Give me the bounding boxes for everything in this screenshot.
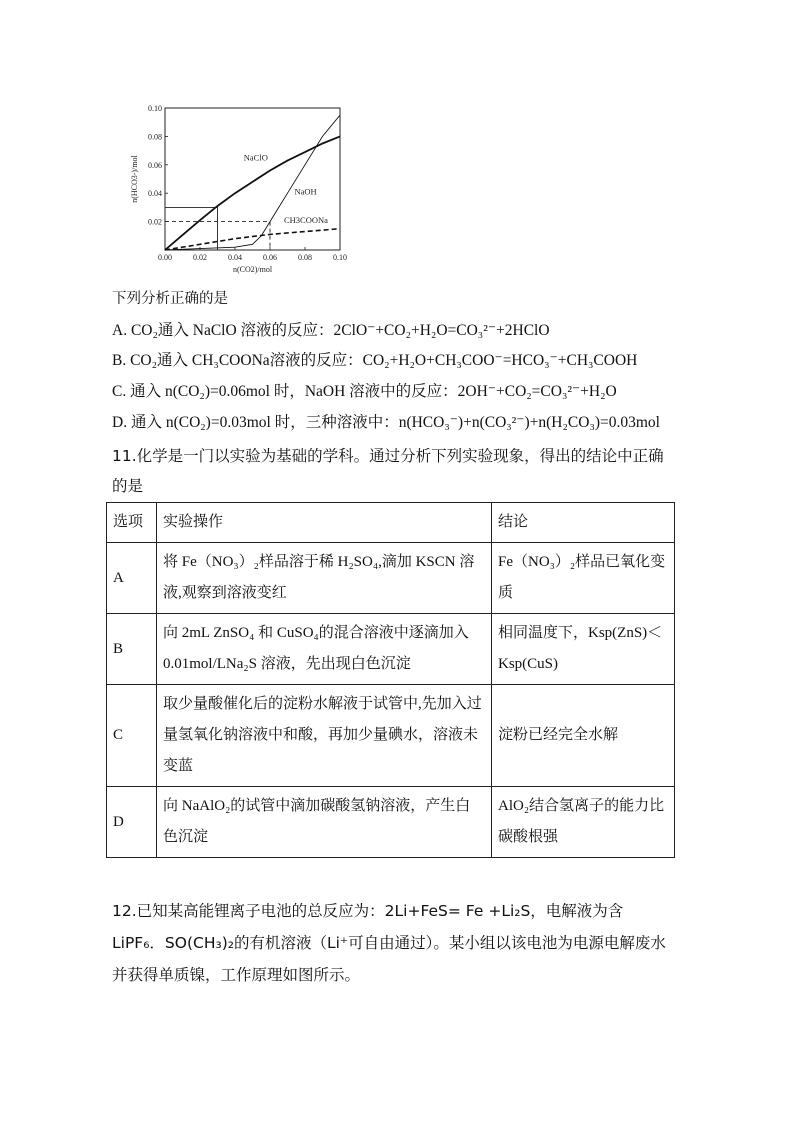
q10-option-d: [112, 413, 660, 433]
option-label: B.: [112, 352, 127, 369]
x-axis-label: n(CO2)/mol: [232, 265, 273, 274]
row-conclusion: 相同温度下，Ksp(ZnS)＜Ksp(CuS): [492, 614, 675, 685]
y-tick-label: 0.08: [148, 132, 162, 142]
x-tick-label: 0.08: [298, 253, 312, 262]
row-operation: 取少量酸催化后的淀粉水解液于试管中,先加入过量氢氧化钠溶液中和酸，再加少量碘水，溶液未变蓝: [157, 685, 492, 787]
co2-absorption-chart: [120, 100, 355, 280]
y-tick-label: 0.04: [148, 189, 162, 199]
option-label: C.: [112, 383, 127, 400]
series-line-ch3coona: [165, 229, 340, 250]
row-option: B: [107, 614, 157, 685]
q11-stem-line2: 的是: [112, 477, 144, 495]
q10-stem: 下列分析正确的是: [112, 291, 228, 307]
q12-line3: 并获得单质镍，工作原理如图所示。: [112, 966, 361, 984]
option-text: 通入 n(CO₂)=0.03mol 时，三种溶液中：n(HCO₃⁻)+n(CO₃²⁻)+n(H₂CO₃)=0.03mol: [130, 414, 660, 431]
series-label-ch3coona: CH3COONa: [284, 215, 328, 226]
option-text: CO₂通入 CH₃COONa溶液的反应：CO₂+H₂O+CH₃COO⁻=HCO₃⁻+CH₃COOH: [130, 352, 638, 369]
header-option: 选项: [107, 503, 157, 543]
header-operation: 实验操作: [157, 503, 492, 543]
x-tick-label: 0.10: [333, 253, 347, 262]
q10-option-c: [112, 382, 617, 402]
header-conclusion: 结论: [492, 503, 675, 543]
option-label: D.: [112, 414, 128, 431]
row-operation: 向 2mL ZnSO₄ 和 CuSO₄的混合溶液中逐滴加入 0.01mol/LNa₂S 溶液，先出现白色沉淀: [157, 614, 492, 685]
series-label-naoh: NaOH: [294, 186, 317, 197]
table-row: [107, 614, 675, 685]
row-operation: 将 Fe（NO₃）₂样品溶于稀 H₂SO₄,滴加 KSCN 溶液,观察到溶液变红: [157, 543, 492, 614]
row-conclusion: AlO₂结合氢离子的能力比碳酸根强: [492, 787, 675, 858]
q12-line1: 12.已知某高能锂离子电池的总反应为：2Li+FeS= Fe +Li₂S，电解液为含: [112, 902, 624, 920]
row-option: A: [107, 543, 157, 614]
x-tick-label: 0.02: [193, 253, 207, 262]
y-tick-label: 0.06: [148, 160, 162, 170]
y-tick-label: 0.02: [148, 217, 162, 227]
option-text: 通入 n(CO₂)=0.06mol 时，NaOH 溶液中的反应：2OH⁻+CO₂=CO₃²⁻+H₂O: [130, 383, 617, 400]
table-row: [107, 787, 675, 858]
q11-table: [106, 502, 675, 858]
option-label: A.: [112, 322, 128, 339]
row-conclusion: 淀粉已经完全水解: [492, 685, 675, 787]
q10-option-b: [112, 351, 637, 371]
table-row: [107, 543, 675, 614]
x-tick-label: 0.00: [158, 253, 172, 262]
table-row: [107, 685, 675, 787]
y-axis-label: n(HCO3-)/mol: [130, 155, 139, 203]
row-option: D: [107, 787, 157, 858]
table-header-row: [107, 503, 675, 543]
row-conclusion: Fe（NO₃）₂样品已氧化变质: [492, 543, 675, 614]
series-label-naclo: NaClO: [243, 152, 268, 163]
row-option: C: [107, 685, 157, 787]
y-tick-label: 0.10: [148, 104, 162, 113]
row-operation: 向 NaAlO₂的试管中滴加碳酸氢钠溶液，产生白色沉淀: [157, 787, 492, 858]
option-text: CO₂通入 NaClO 溶液的反应：2ClO⁻+CO₂+H₂O=CO₃²⁻+2HClO: [130, 322, 550, 339]
x-tick-label: 0.04: [228, 253, 242, 262]
q11-stem-line1: 11.化学是一门以实验为基础的学科。通过分析下列实验现象，得出的结论中正确: [112, 447, 664, 465]
q12-line2: LiPF₆．SO(CH₃)₂的有机溶液（Li⁺可自由通过）。某小组以该电池为电源电解废水: [112, 934, 666, 952]
x-tick-label: 0.06: [263, 253, 277, 262]
q10-option-a: [112, 321, 550, 341]
